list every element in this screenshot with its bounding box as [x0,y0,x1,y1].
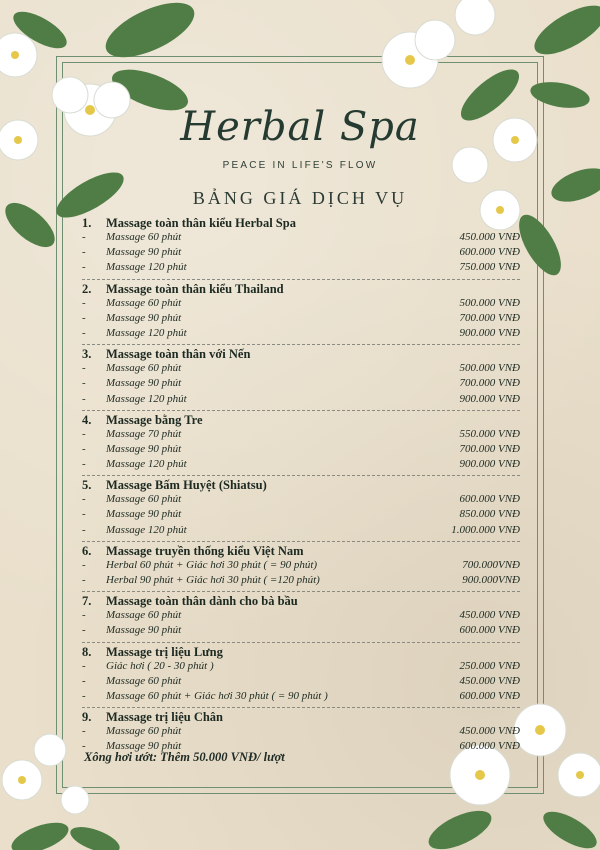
service-option: Massage 90 phút [106,624,182,637]
price-row [82,377,520,392]
bullet-dash: - [82,508,86,521]
service-category [82,282,520,346]
service-option: Massage 70 phút [106,427,182,440]
service-category [82,478,520,542]
bullet-dash: - [82,377,86,390]
service-option: Massage 120 phút [106,392,187,405]
price-row [82,231,520,246]
category-number: 6. [82,543,92,558]
bullet-dash: - [82,311,86,324]
service-price: 450.000 VNĐ [459,725,520,738]
category-header [82,594,520,609]
bullet-dash: - [82,659,86,672]
category-name: Massage toàn thân dành cho bà bầu [106,594,298,609]
service-option: Massage 90 phút [106,442,182,455]
service-price: 900.000 VNĐ [459,392,520,405]
service-option: Massage 120 phút [106,523,187,536]
bullet-dash: - [82,246,86,259]
service-price: 450.000 VNĐ [459,609,520,622]
category-name: Massage bằng Tre [106,412,203,427]
service-price: 600.000 VNĐ [459,246,520,259]
service-category [82,216,520,280]
service-price: 850.000 VNĐ [459,508,520,521]
bullet-dash: - [82,392,86,405]
service-price: 900.000 VNĐ [459,326,520,339]
price-row [82,443,520,458]
service-option: Massage 90 phút [106,377,182,390]
service-price: 250.000 VNĐ [459,659,520,672]
service-price: 500.000 VNĐ [459,362,520,375]
service-price: 600.000 VNĐ [459,624,520,637]
category-number: 9. [82,710,92,725]
brand-tagline: PEACE IN LIFE'S FLOW [222,160,378,171]
category-number: 7. [82,594,92,609]
service-category [82,544,520,592]
service-option: Massage 120 phút [106,261,187,274]
bullet-dash: - [82,296,86,309]
category-header [82,282,520,297]
price-row [82,524,520,539]
category-number: 3. [82,347,92,362]
price-row [82,508,520,523]
service-price: 600.000 VNĐ [459,689,520,702]
category-number: 1. [82,216,92,230]
bullet-dash: - [82,725,86,738]
service-option: Massage 90 phút [106,311,182,324]
category-number: 8. [82,644,92,659]
bullet-dash: - [82,326,86,339]
category-header [82,478,520,493]
price-row [82,609,520,624]
service-price: 700.000 VNĐ [459,377,520,390]
service-price: 450.000 VNĐ [459,674,520,687]
price-row [82,458,520,473]
service-category [82,347,520,411]
bullet-dash: - [82,442,86,455]
service-price: 450.000 VNĐ [459,231,520,243]
service-option: Massage 120 phút [106,326,187,339]
price-list-title: BẢNG GIÁ DỊCH VỤ [192,188,408,208]
service-price: 750.000 VNĐ [459,261,520,274]
category-name: Massage toàn thân kiểu Herbal Spa [106,216,296,230]
category-name: Massage trị liệu Chân [106,710,224,725]
service-price: 550.000 VNĐ [459,427,520,440]
service-price: 900.000 VNĐ [459,458,520,471]
service-price: 700.000 VNĐ [459,311,520,324]
service-price: 1.000.000 VNĐ [451,523,520,536]
bullet-dash: - [82,523,86,536]
category-name: Massage truyền thống kiểu Việt Nam [106,543,304,558]
category-number: 2. [82,281,92,296]
bullet-dash: - [82,689,86,702]
price-list [82,216,520,760]
bullet-dash: - [82,362,86,375]
price-row [82,393,520,408]
service-price: 600.000 VNĐ [459,493,520,506]
category-header [82,645,520,660]
service-price: 700.000VNĐ [462,558,520,571]
service-price: 600.000 VNĐ [459,740,520,753]
bullet-dash: - [82,493,86,506]
service-price: 700.000 VNĐ [459,442,520,455]
price-row [82,297,520,312]
service-option: Herbal 90 phút + Giác hơi 30 phút ( =120 phút) [106,574,320,586]
category-header [82,347,520,362]
category-header [82,216,520,231]
category-header [82,710,520,725]
service-option: Massage 60 phút [106,725,182,738]
price-row [82,690,520,705]
category-name: Massage trị liệu Lưng [106,644,223,659]
service-option: Massage 60 phút [106,609,182,622]
bullet-dash: - [82,261,86,274]
price-row [82,624,520,639]
service-option: Massage 60 phút + Giác hơi 30 phút ( = 90 phút ) [106,689,328,702]
bullet-dash: - [82,458,86,471]
price-row [82,312,520,327]
price-row [82,559,520,574]
service-category [82,645,520,709]
price-row [82,725,520,740]
service-option: Massage 60 phút [106,231,182,243]
price-row [82,362,520,377]
category-number: 5. [82,478,92,493]
footer-note: Xông hơi ướt: Thêm 50.000 VNĐ/ lượt [84,750,285,764]
service-option: Massage 60 phút [106,674,182,687]
category-name: Massage toàn thân với Nến [106,347,251,362]
bullet-dash: - [82,740,86,753]
bullet-dash: - [82,231,86,243]
brand-logo: Herbal Spa [180,104,420,150]
bullet-dash: - [82,574,86,586]
service-option: Giác hơi ( 20 - 30 phút ) [106,659,214,672]
price-row [82,327,520,342]
category-name: Massage Bấm Huyệt (Shiatsu) [106,478,267,493]
service-category [82,594,520,642]
bullet-dash: - [82,674,86,687]
service-option: Massage 60 phút [106,296,182,309]
category-name: Massage toàn thân kiểu Thailand [106,281,284,296]
bullet-dash: - [82,427,86,440]
service-option: Massage 90 phút [106,508,182,521]
category-header [82,544,520,559]
service-option: Massage 60 phút [106,493,182,506]
price-row [82,574,520,589]
category-number: 4. [82,412,92,427]
bullet-dash: - [82,558,86,571]
service-option: Massage 90 phút [106,740,182,753]
price-row [82,493,520,508]
bullet-dash: - [82,609,86,622]
bullet-dash: - [82,624,86,637]
price-row [82,428,520,443]
service-price: 500.000 VNĐ [459,296,520,309]
service-option: Massage 90 phút [106,246,182,259]
price-row [82,246,520,261]
service-option: Massage 120 phút [106,458,187,471]
service-category [82,413,520,477]
price-row [82,675,520,690]
price-row [82,261,520,276]
price-row [82,660,520,675]
category-header [82,413,520,428]
service-option: Massage 60 phút [106,362,182,375]
service-price: 900.000VNĐ [462,574,520,586]
service-option: Herbal 60 phút + Giác hơi 30 phút ( = 90 phút) [106,558,318,571]
